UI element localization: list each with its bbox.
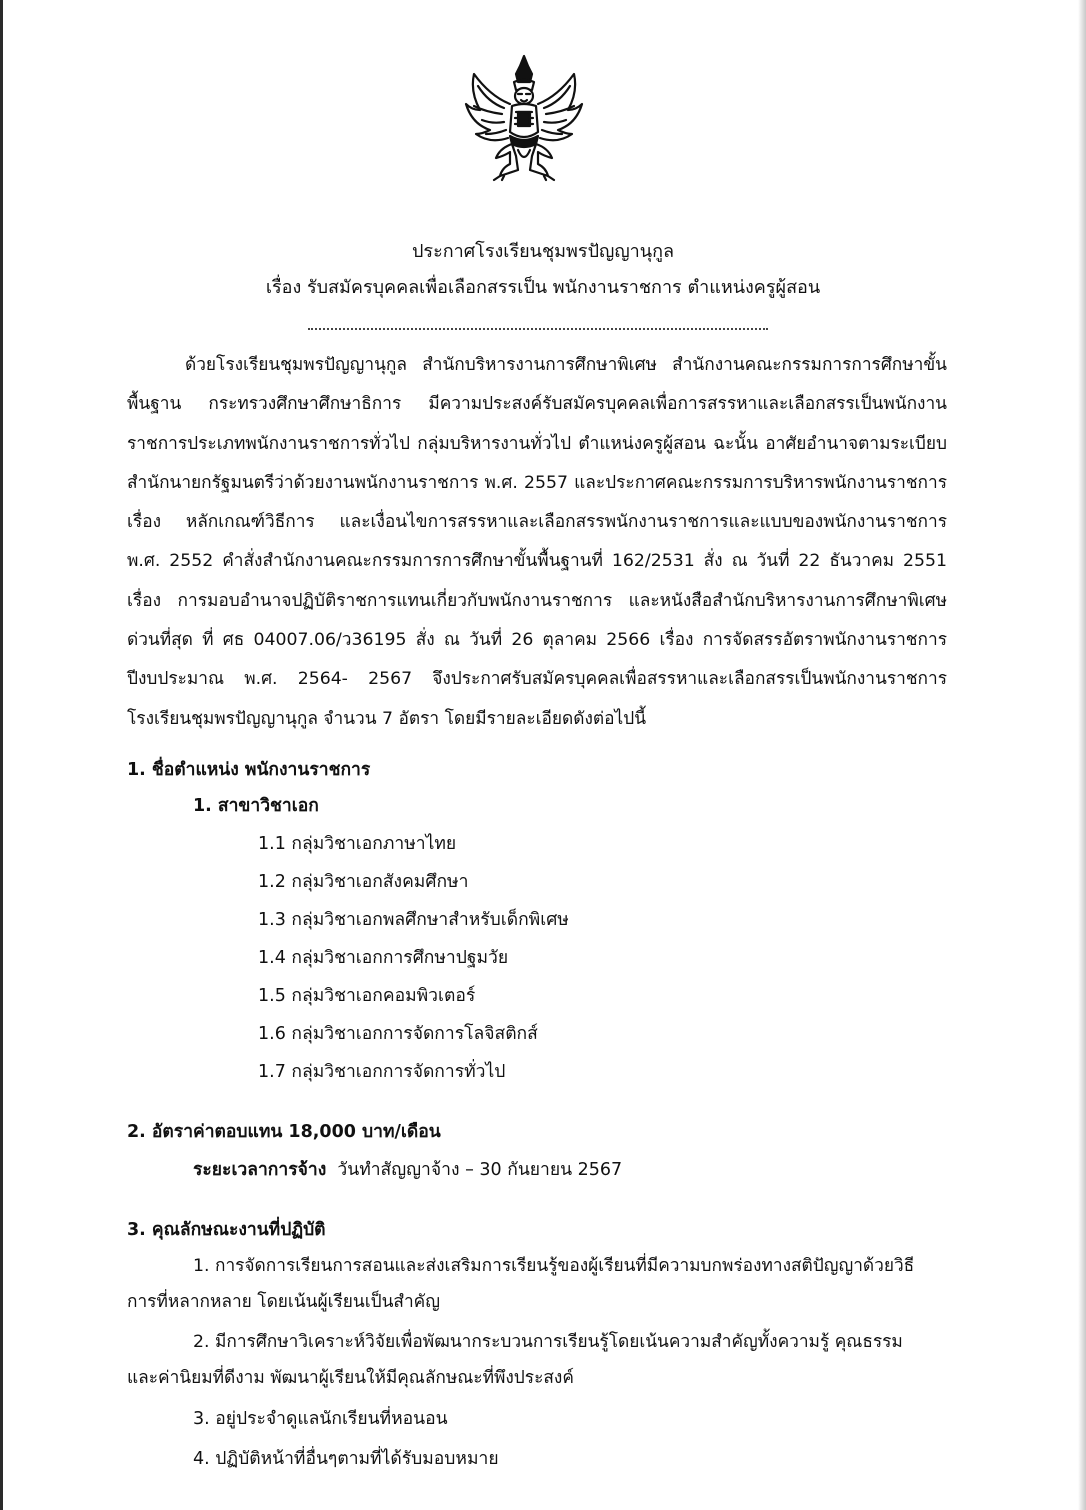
list-item: 1.2 กลุ่มวิชาเอกสังคมศึกษา — [258, 872, 469, 892]
list-item: 2. มีการศึกษาวิเคราะห์วิจัยเพื่อพัฒนากระบวนการเรียนรู้โดยเน้นความสำคัญทั้งความรู้ คุณธรรม และค่านิยมที่ดีงาม พัฒนาผู้เรียนให้มีคุณลักษณะที่พึงประสงค์ — [127, 1332, 903, 1388]
employment-period-label: ระยะเวลาการจ้าง — [193, 1160, 327, 1180]
page-right-shadow — [1078, 0, 1086, 1510]
list-item: 4. ปฏิบัติหน้าที่อื่นๆตามที่ได้รับมอบหมาย — [193, 1449, 499, 1469]
section1-heading: 1. ชื่อตำแหน่ง พนักงานราชการ — [127, 760, 371, 780]
intro-paragraph: ด้วยโรงเรียนชุมพรปัญญานุกูล สำนักบริหารงานการศึกษาพิเศษ สำนักงานคณะกรรมการการศึกษาขั้นพื้นฐาน กระทรวงศึกษาศึกษาธิการ มีความประสงค์รับสมัครบุคคลเพื่อการสรรหาและเลือกสรรเป็นพนักงานราชการประเภทพนักงานราชการทั่วไป กลุ่มบริหารงานทั่วไป ตำแหน่งครูผู้สอน ฉะนั้น อาศัยอำนาจตามระเบียบสำนักนายกรัฐมนตรีว่าด้วยงานพนักงานราชการ พ.ศ. 2557 และประกาศคณะกรรมการบริหารพนักงานราชการเรื่อง หลักเกณฑ์วิธีการ และเงื่อนไขการสรรหาและเลือกสรรพนักงานราชการและแบบของพนักงานราชการ พ.ศ. 2552 คำสั่งสำนักงานคณะกรรมการการศึกษาขั้นพื้นฐานที่ 162/2531 สั่ง ณ วันที่ 22 ธันวาคม 2551 เรื่อง การมอบอำนาจปฏิบัติราชการแทนเกี่ยวกับพนักงานราชการ และหนังสือสำนักบริหารงานการศึกษาพิเศษ ด่วนที่สุด ที่ ศธ 04007.06/ว36195 สั่ง ณ วันที่ 26 ตุลาคม 2566 เรื่อง การจัดสรรอัตราพนักงานราชการ ปีงบประมาณ พ.ศ. 2564- 2567 จึงประกาศรับสมัครบุคคลเพื่อสรรหาและเลือกสรรเป็นพนักงานราชการโรงเรียนชุมพรปัญญานุกูล จำนวน 7 อัตรา โดยมีรายละเอียดดังต่อไปนี้ — [127, 355, 947, 729]
dotted-separator — [308, 318, 768, 330]
section3-heading: 3. คุณลักษณะงานที่ปฏิบัติ — [127, 1220, 326, 1240]
employment-period-value: วันทำสัญญาจ้าง – 30 กันยายน 2567 — [337, 1160, 623, 1180]
list-item: 1.5 กลุ่มวิชาเอกคอมพิวเตอร์ — [258, 986, 476, 1006]
list-item: 1.3 กลุ่มวิชาเอกพลศึกษาสำหรับเด็กพิเศษ — [258, 910, 569, 930]
list-item: 3. อยู่ประจำดูแลนักเรียนที่หอนอน — [193, 1409, 448, 1429]
list-item: 1.1 กลุ่มวิชาเอกภาษาไทย — [258, 834, 457, 854]
garuda-emblem-icon — [460, 52, 588, 182]
list-item: 1. การจัดการเรียนการสอนและส่งเสริมการเรียนรู้ของผู้เรียนที่มีความบกพร่องทางสติปัญญาด้วยวิธีการที่หลากหลาย โดยเน้นผู้เรียนเป็นสำคัญ — [127, 1256, 915, 1312]
announcement-title: ประกาศโรงเรียนชุมพรปัญญานุกูล — [411, 241, 675, 262]
list-item: 1.4 กลุ่มวิชาเอกการศึกษาปฐมวัย — [258, 948, 509, 968]
announcement-subject: เรื่อง รับสมัครบุคคลเพื่อเลือกสรรเป็น พนักงานราชการ ตำแหน่งครูผู้สอน — [265, 277, 821, 298]
list-item: 1.6 กลุ่มวิชาเอกการจัดการโลจิสติกส์ — [258, 1024, 538, 1044]
section2-heading: 2. อัตราค่าตอบแทน 18,000 บาท/เดือน — [127, 1122, 441, 1142]
page-left-border — [0, 0, 3, 1510]
employment-period — [193, 1155, 622, 1185]
list-item: 1.7 กลุ่มวิชาเอกการจัดการทั่วไป — [258, 1062, 506, 1082]
section1-subheading: 1. สาขาวิชาเอก — [193, 796, 319, 816]
